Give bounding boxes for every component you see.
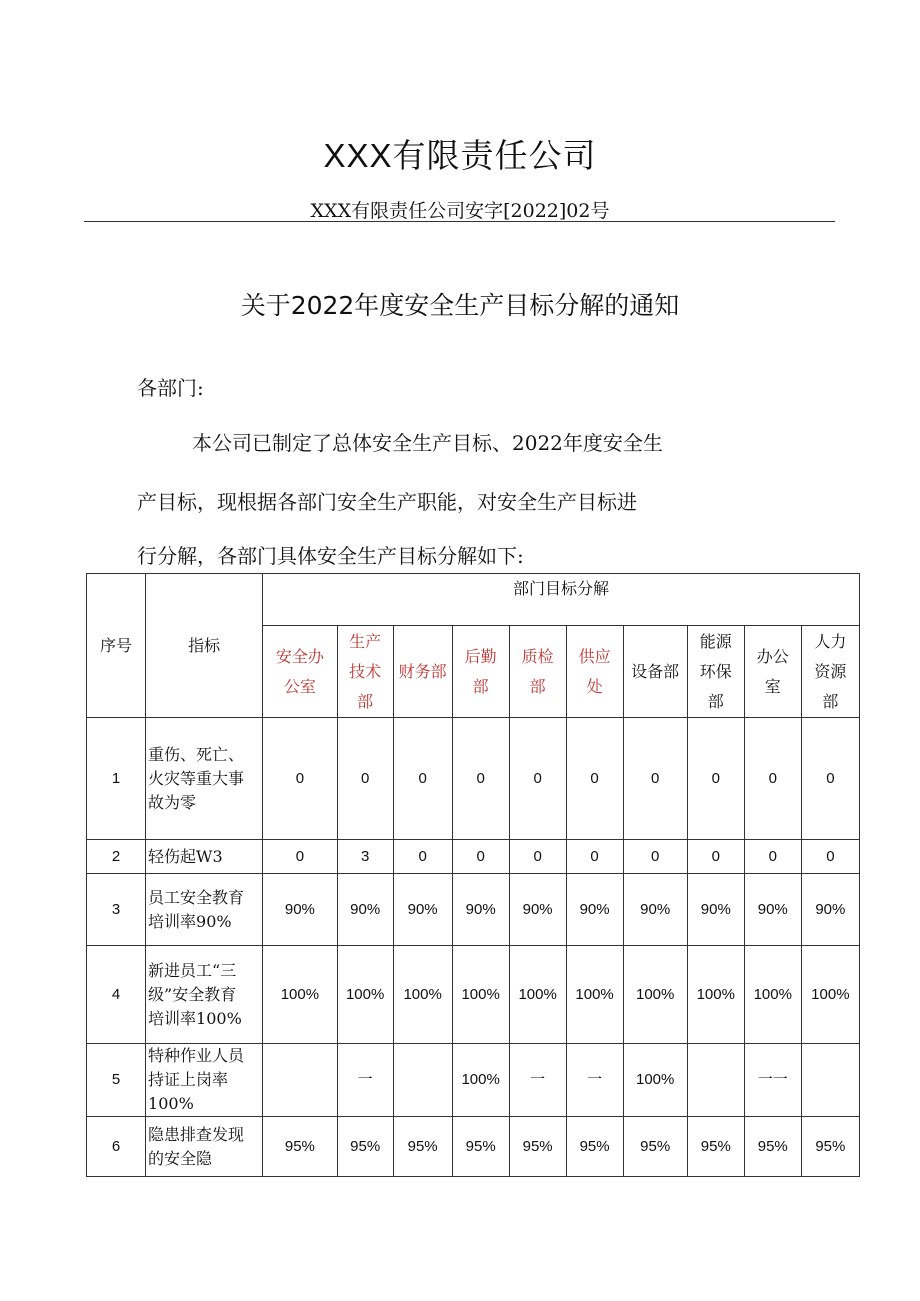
- department-name-line: 部: [357, 691, 374, 711]
- header-department: [687, 626, 744, 718]
- department-name-line: 室: [764, 676, 781, 696]
- target-value: 100%: [623, 1044, 687, 1117]
- target-value: 0: [452, 840, 509, 874]
- target-value: 100%: [744, 946, 801, 1044]
- target-value: 95%: [744, 1117, 801, 1177]
- row-seq: 1: [87, 718, 146, 840]
- notice-title: 关于2022年度安全生产目标分解的通知: [240, 291, 680, 320]
- row-seq: 6: [87, 1117, 146, 1177]
- target-value: 95%: [337, 1117, 393, 1177]
- department-name-line: 能源: [699, 631, 732, 651]
- department-name-line: 后勤: [464, 646, 497, 666]
- target-value: 90%: [687, 874, 744, 946]
- target-value: 100%: [452, 1044, 509, 1117]
- department-name-line: 环保: [699, 661, 732, 681]
- target-value: 0: [337, 718, 393, 840]
- department-name-line: 财务部: [398, 661, 447, 681]
- table-row: [87, 840, 860, 874]
- target-value: 0: [744, 718, 801, 840]
- department-name-line: 部: [707, 691, 724, 711]
- target-value: 95%: [623, 1117, 687, 1177]
- target-value: 90%: [337, 874, 393, 946]
- header-dept-group: 部门目标分解: [263, 574, 860, 626]
- target-value: 0: [623, 718, 687, 840]
- target-value: 100%: [566, 946, 623, 1044]
- target-value: 0: [263, 840, 338, 874]
- department-name-line: 生产: [349, 631, 382, 651]
- target-value: [801, 1044, 859, 1117]
- indicator-line: 持证上岗率: [148, 1070, 229, 1089]
- target-value: 90%: [509, 874, 566, 946]
- indicator-line: 级”安全教育: [148, 984, 237, 1004]
- target-value: 0: [744, 840, 801, 874]
- target-value: [263, 1044, 338, 1117]
- target-value: 0: [623, 840, 687, 874]
- department-name-line: 技术: [349, 661, 382, 681]
- row-seq: 4: [87, 946, 146, 1044]
- indicator-line: 重伤、死亡、: [148, 744, 245, 764]
- target-value: 0: [687, 718, 744, 840]
- header-department: [801, 626, 859, 718]
- row-seq: 3: [87, 874, 146, 946]
- target-value: 0: [801, 840, 859, 874]
- row-indicator: [146, 1044, 263, 1117]
- table-row: [87, 946, 860, 1044]
- indicator-line: 轻伤起W3: [148, 846, 223, 866]
- target-value: 95%: [452, 1117, 509, 1177]
- target-value: 3: [337, 840, 393, 874]
- table-row: [87, 1044, 860, 1117]
- indicator-line: 培训率100%: [148, 1008, 242, 1028]
- target-value: 90%: [452, 874, 509, 946]
- target-value: 90%: [393, 874, 452, 946]
- header-department: [744, 626, 801, 718]
- target-value: 100%: [263, 946, 338, 1044]
- header-department: [623, 626, 687, 718]
- department-name-line: 设备部: [631, 661, 680, 681]
- row-indicator: [146, 874, 263, 946]
- target-value: 0: [687, 840, 744, 874]
- company-name: XXX有限责任公司: [323, 137, 597, 174]
- target-value: 一一: [744, 1044, 801, 1117]
- target-value: 0: [263, 718, 338, 840]
- target-value: 90%: [263, 874, 338, 946]
- target-value: 100%: [687, 946, 744, 1044]
- indicator-line: 的安全隐: [148, 1148, 213, 1168]
- department-name-line: 部: [529, 676, 546, 696]
- target-value: 一: [337, 1044, 393, 1117]
- body-line: 本公司已制定了总体安全生产目标、2022年度安全生: [192, 431, 663, 455]
- header-seq: 序号: [87, 574, 146, 718]
- target-value: 100%: [337, 946, 393, 1044]
- target-value: 95%: [263, 1117, 338, 1177]
- header-department: [566, 626, 623, 718]
- target-value: 100%: [393, 946, 452, 1044]
- row-indicator: [146, 840, 263, 874]
- target-value: 一: [509, 1044, 566, 1117]
- target-table: [86, 573, 860, 1177]
- target-value: 95%: [687, 1117, 744, 1177]
- target-value: 0: [509, 840, 566, 874]
- target-value: 90%: [566, 874, 623, 946]
- department-name-line: 公室: [283, 676, 316, 696]
- target-value: 0: [509, 718, 566, 840]
- target-value: 90%: [623, 874, 687, 946]
- row-indicator: [146, 946, 263, 1044]
- salutation: 各部门:: [137, 376, 204, 400]
- header-department: [393, 626, 452, 718]
- row-indicator: [146, 718, 263, 840]
- department-name-line: 处: [586, 676, 603, 696]
- indicator-line: 特种作业人员: [148, 1046, 245, 1065]
- target-value: 100%: [509, 946, 566, 1044]
- indicator-line: 员工安全教育: [148, 887, 245, 907]
- target-value: 90%: [744, 874, 801, 946]
- header-indicator: 指标: [146, 574, 263, 718]
- body-line: 行分解，各部门具体安全生产目标分解如下:: [137, 544, 524, 568]
- target-value: 95%: [566, 1117, 623, 1177]
- table-row: [87, 718, 860, 840]
- table-row: [87, 1117, 860, 1177]
- header-department: [263, 626, 338, 718]
- target-value: 90%: [801, 874, 859, 946]
- indicator-line: 火灾等重大事: [148, 768, 245, 788]
- indicator-line: 100%: [148, 1094, 194, 1113]
- target-value: 95%: [801, 1117, 859, 1177]
- target-value: 0: [452, 718, 509, 840]
- department-name-line: 部: [472, 676, 489, 696]
- target-value: [687, 1044, 744, 1117]
- target-value: 0: [566, 840, 623, 874]
- document-number: XXX有限责任公司安字[2022]02号: [310, 200, 610, 222]
- department-name-line: 质检: [521, 646, 554, 666]
- row-indicator: [146, 1117, 263, 1177]
- department-name-line: 资源: [814, 661, 847, 681]
- target-value: 95%: [509, 1117, 566, 1177]
- row-seq: 2: [87, 840, 146, 874]
- indicator-line: 故为零: [148, 792, 197, 812]
- target-value: 一: [566, 1044, 623, 1117]
- department-name-line: 部: [822, 691, 839, 711]
- target-value: 0: [393, 840, 452, 874]
- target-value: 0: [393, 718, 452, 840]
- target-value: 95%: [393, 1117, 452, 1177]
- department-name-line: 安全办: [275, 646, 324, 666]
- target-value: 100%: [801, 946, 859, 1044]
- header-department: [337, 626, 393, 718]
- target-value: 0: [801, 718, 859, 840]
- department-name-line: 人力: [814, 631, 847, 651]
- target-value: [393, 1044, 452, 1117]
- body-line: 产目标，现根据各部门安全生产职能，对安全生产目标进: [137, 490, 637, 514]
- indicator-line: 新进员工“三: [148, 960, 237, 980]
- header-divider: [84, 221, 835, 222]
- department-name-line: 办公: [756, 646, 789, 666]
- row-seq: 5: [87, 1044, 146, 1117]
- indicator-line: 隐患排查发现: [148, 1124, 245, 1144]
- target-value: 100%: [452, 946, 509, 1044]
- indicator-line: 培训率90%: [148, 911, 232, 931]
- table-row: [87, 874, 860, 946]
- target-value: 0: [566, 718, 623, 840]
- header-department: [509, 626, 566, 718]
- target-value: 100%: [623, 946, 687, 1044]
- header-department: [452, 626, 509, 718]
- department-name-line: 供应: [578, 646, 611, 666]
